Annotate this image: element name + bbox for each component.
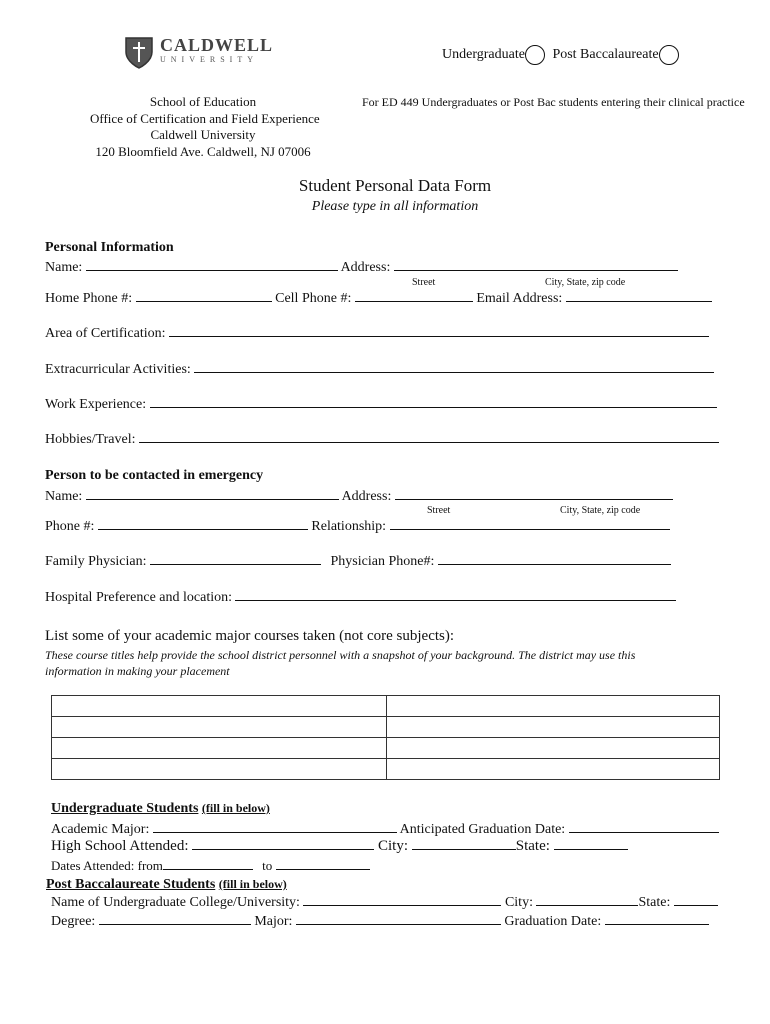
pb-city-field[interactable] [536, 894, 638, 906]
emergency-name-label: Name: [45, 489, 83, 504]
high-school-label: High School Attended: [51, 838, 189, 854]
hs-state-field[interactable] [554, 838, 628, 850]
extracurricular-label: Extracurricular Activities: [45, 362, 191, 377]
home-phone-field[interactable] [136, 290, 272, 302]
form-title: Student Personal Data Form [298, 176, 492, 195]
pb-grad-field[interactable] [605, 913, 709, 925]
degree-row [51, 913, 709, 930]
work-label: Work Experience: [45, 397, 147, 412]
course-cell[interactable] [387, 738, 720, 759]
address-line: 120 Bloomfield Ave. Caldwell, NJ 07006 [95, 143, 311, 159]
major-row [51, 821, 719, 838]
personal-name-row [45, 259, 678, 276]
hospital-row [45, 589, 676, 606]
degree-field[interactable] [99, 913, 251, 925]
course-cell[interactable] [52, 738, 387, 759]
postbac-fill-note: (fill in below) [218, 877, 287, 891]
address-field[interactable] [394, 259, 678, 271]
course-cell[interactable] [387, 759, 720, 780]
postbac-heading-row [46, 877, 287, 893]
anticipated-grad-field[interactable] [569, 821, 719, 833]
table-row [52, 696, 720, 717]
shield-icon [124, 36, 154, 70]
pb-city-label: City: [504, 895, 533, 910]
undergrad-fill-note: (fill in below) [201, 801, 270, 815]
city-caption: City, State, zip code [545, 277, 626, 288]
logo-name: CALDWELL [160, 35, 274, 55]
emergency-phone-row [45, 518, 670, 535]
course-cell[interactable] [52, 759, 387, 780]
address-line: Caldwell University [150, 127, 256, 142]
cell-phone-field[interactable] [355, 290, 473, 302]
undergraduate-radio[interactable] [525, 45, 545, 65]
major-label: Academic Major: [51, 822, 150, 837]
option-postbac-label: Post Baccalaureate [552, 47, 659, 63]
cell-phone-label: Cell Phone #: [275, 291, 352, 306]
address-line: Office of Certification and Field Experience [90, 110, 320, 126]
hs-city-label: City: [378, 838, 409, 854]
table-row [52, 738, 720, 759]
relationship-field[interactable] [390, 518, 670, 530]
physician-phone-field[interactable] [438, 553, 671, 565]
college-row [51, 894, 718, 911]
work-row [45, 396, 717, 413]
course-cell[interactable] [387, 717, 720, 738]
course-cell[interactable] [387, 696, 720, 717]
address-line: School of Education [149, 94, 257, 109]
dates-from-label: Dates Attended: from [51, 858, 163, 873]
pb-state-field[interactable] [674, 894, 718, 906]
pb-state-label: State: [638, 895, 671, 910]
anticipated-grad-label: Anticipated Graduation Date: [399, 822, 566, 837]
physician-label: Family Physician: [45, 554, 147, 569]
personal-heading: Personal Information [45, 240, 174, 255]
name-label: Name: [45, 260, 83, 275]
emergency-address-field[interactable] [395, 488, 673, 500]
courses-table [51, 695, 720, 780]
emergency-name-field[interactable] [86, 488, 339, 500]
pb-major-label: Major: [254, 914, 293, 929]
phone-row [45, 290, 712, 307]
street-caption: Street [412, 277, 436, 288]
undergrad-heading: Undergraduate Students [51, 801, 199, 816]
hobbies-label: Hobbies/Travel: [45, 432, 136, 447]
hospital-field[interactable] [235, 589, 676, 601]
dates-from-field[interactable] [163, 858, 253, 870]
course-cell[interactable] [52, 717, 387, 738]
dates-row [51, 858, 370, 874]
emergency-city-caption: City, State, zip code [560, 505, 641, 516]
undergrad-heading-row [51, 801, 270, 817]
dates-to-label: to [262, 858, 273, 873]
hs-city-field[interactable] [412, 838, 516, 850]
work-field[interactable] [150, 396, 717, 408]
high-school-row [51, 838, 628, 855]
email-field[interactable] [566, 290, 712, 302]
logo-sub: UNIVERSITY [160, 55, 258, 64]
email-label: Email Address: [476, 291, 563, 306]
extracurricular-field[interactable] [194, 361, 714, 373]
home-phone-label: Home Phone #: [45, 291, 133, 306]
hs-state-label: State: [515, 838, 550, 854]
courses-heading: List some of your academic major courses taken (not core subjects): [45, 628, 455, 644]
postbac-heading: Post Baccalaureate Students [46, 877, 216, 892]
hospital-label: Hospital Preference and location: [45, 590, 232, 605]
emergency-heading: Person to be contacted in emergency [45, 468, 264, 483]
name-field[interactable] [86, 259, 338, 271]
courses-note-line2: information in making your placement [45, 664, 230, 678]
emergency-name-row [45, 488, 673, 505]
course-cell[interactable] [52, 696, 387, 717]
area-label: Area of Certification: [45, 326, 166, 341]
extra-row [45, 361, 714, 378]
major-field[interactable] [153, 821, 397, 833]
pb-grad-label: Graduation Date: [504, 914, 602, 929]
option-undergraduate-label: Undergraduate [442, 47, 525, 63]
area-row [45, 325, 709, 342]
physician-phone-label: Physician Phone#: [330, 554, 435, 569]
college-label: Name of Undergraduate College/University: [51, 895, 300, 910]
emergency-address-label: Address: [341, 489, 392, 504]
emergency-phone-field[interactable] [98, 518, 308, 530]
program-options [442, 45, 679, 65]
courses-note-line1: These course titles help provide the school district personnel with a snapshot of your background. The district may use this [45, 648, 636, 662]
physician-row [45, 553, 671, 570]
address-label: Address: [340, 260, 391, 275]
emergency-phone-label: Phone #: [45, 519, 95, 534]
emergency-street-caption: Street [427, 505, 451, 516]
table-row [52, 717, 720, 738]
pb-major-field[interactable] [296, 913, 501, 925]
table-row [52, 759, 720, 780]
area-field[interactable] [169, 325, 709, 337]
college-field[interactable] [303, 894, 501, 906]
post-baccalaureate-radio[interactable] [659, 45, 679, 65]
degree-label: Degree: [51, 914, 96, 929]
school-address [90, 94, 320, 160]
relationship-label: Relationship: [311, 519, 387, 534]
hobbies-field[interactable] [139, 431, 719, 443]
physician-field[interactable] [150, 553, 321, 565]
hobbies-row [45, 431, 719, 448]
course-note: For ED 449 Undergraduates or Post Bac students entering their clinical practice [362, 95, 745, 109]
high-school-field[interactable] [192, 838, 374, 850]
form-subtitle: Please type in all information [311, 199, 479, 214]
dates-to-field[interactable] [276, 858, 370, 870]
university-logo [124, 36, 273, 70]
